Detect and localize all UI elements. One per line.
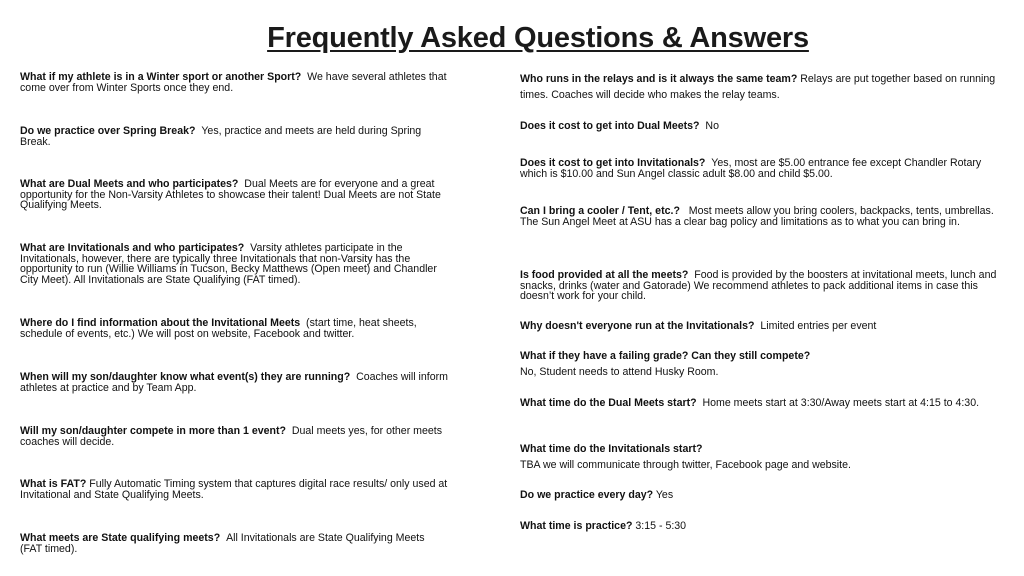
faq-answer: Dual meets yes, for other meets coaches will decide. bbox=[20, 425, 443, 448]
faq-question: What are Dual Meets and who participates? bbox=[20, 178, 239, 190]
faq-item bbox=[20, 179, 448, 211]
faq-answer: No, Student needs to attend Husky Room. bbox=[520, 365, 719, 378]
faq-question: What time do the Dual Meets start? bbox=[520, 397, 697, 409]
faq-answer: Limited entries per event bbox=[760, 320, 877, 332]
faq-answer: No bbox=[705, 120, 719, 132]
faq-answer: 3:15 - 5:30 bbox=[635, 520, 687, 532]
faq-item bbox=[520, 270, 1006, 302]
faq-item bbox=[520, 72, 1006, 103]
faq-question: What are Invitationals and who participates? bbox=[20, 242, 245, 254]
faq-answer: Coaches will inform athletes at practice and by Team App. bbox=[20, 371, 448, 394]
faq-answer: Dual Meets are for everyone and a great opportunity for the Non-Varsity Athletes to showcase their talent! Dual Meets are not State Qualifying Meets. bbox=[20, 178, 441, 212]
faq-question: What meets are State qualifying meets? bbox=[20, 532, 221, 544]
faq-item bbox=[20, 72, 448, 93]
page-title: Frequently Asked Questions & Answers bbox=[267, 22, 809, 54]
faq-item bbox=[520, 490, 1006, 501]
faq-question: Do we practice every day? bbox=[520, 489, 654, 501]
faq-question: What time is practice? bbox=[520, 520, 633, 532]
faq-item bbox=[520, 121, 1006, 132]
faq-item bbox=[520, 442, 1006, 473]
faq-answer: All Invitationals are State Qualifying Meets (FAT timed). bbox=[20, 532, 425, 555]
faq-answer: Yes, practice and meets are held during Spring Break. bbox=[20, 125, 422, 148]
faq-item bbox=[520, 206, 1006, 227]
faq-question: Does it cost to get into Invitationals? bbox=[520, 157, 706, 169]
faq-question: Why doesn't everyone run at the Invitationals? bbox=[520, 320, 755, 332]
faq-question: What is FAT? bbox=[20, 478, 87, 490]
faq-answer: Home meets start at 3:30/Away meets start at 4:15 to 4:30. bbox=[702, 397, 980, 409]
faq-item bbox=[520, 321, 1006, 332]
faq-item bbox=[20, 372, 448, 393]
faq-question: When will my son/daughter know what event(s) they are running? bbox=[20, 371, 351, 383]
faq-answer: Relays are put together based on running times. Coaches will decide who makes the relay teams. bbox=[520, 73, 996, 101]
faq-question: Can I bring a cooler / Tent, etc.? bbox=[520, 205, 680, 217]
faq-question: Does it cost to get into Dual Meets? bbox=[520, 120, 700, 132]
faq-item bbox=[20, 426, 448, 447]
faq-answer: We have several athletes that come over from Winter Sports once they end. bbox=[20, 71, 447, 94]
faq-answer: Varsity athletes participate in the Invitationals, however, there are typically three Invitationals that non-Varsity has the opportunity to run (Willie Williams in Tucson, Becky Matthews (Open meet) and Chandler City Meet). All Invitationals are State Qualifying (FAT timed). bbox=[20, 242, 437, 286]
faq-answer: Food is provided by the boosters at invitational meets, lunch and snacks, drinks (water and Gatorade) We recommend athletes to pack additional items in case this doesn’t work for your child. bbox=[520, 269, 997, 303]
faq-item bbox=[20, 243, 448, 285]
faq-item bbox=[520, 396, 1006, 412]
faq-question: Do we practice over Spring Break? bbox=[20, 125, 196, 137]
faq-question: What time do the Invitationals start? bbox=[520, 443, 703, 455]
faq-answer: Yes, most are $5.00 entrance fee except Chandler Rotary which is $10.00 and Sun Angel classic adult $8.00 and child $5.00. bbox=[520, 157, 982, 180]
faq-item bbox=[520, 158, 1006, 179]
faq-item bbox=[20, 479, 448, 500]
faq-item bbox=[520, 349, 1006, 380]
faq-question: What if my athlete is in a Winter sport or another Sport? bbox=[20, 71, 302, 83]
faq-item bbox=[20, 126, 448, 147]
faq-item bbox=[520, 521, 1006, 532]
faq-answer: Most meets allow you bring coolers, backpacks, tents, umbrellas. The Sun Angel Meet at ASU has a clear bag policy and limitations as to what you can bring in. bbox=[520, 205, 994, 228]
faq-item bbox=[20, 533, 448, 554]
faq-question: Will my son/daughter compete in more than 1 event? bbox=[20, 425, 286, 437]
faq-question: Who runs in the relays and is it always the same team? bbox=[520, 73, 798, 85]
faq-question: Is food provided at all the meets? bbox=[520, 269, 689, 281]
faq-answer: Fully Automatic Timing system that captures digital race results/ only used at Invitational and State Qualifying Meets. bbox=[20, 478, 448, 501]
faq-question: Where do I find information about the Invitational Meets bbox=[20, 317, 301, 329]
faq-question: What if they have a failing grade? Can they still compete? bbox=[520, 350, 811, 362]
faq-answer: Yes bbox=[655, 489, 674, 501]
faq-answer: TBA we will communicate through twitter, Facebook page and website. bbox=[520, 458, 851, 471]
faq-answer: (start time, heat sheets, schedule of events, etc.) We will post on website, Facebook and twitter. bbox=[20, 317, 417, 340]
faq-item bbox=[20, 318, 448, 339]
